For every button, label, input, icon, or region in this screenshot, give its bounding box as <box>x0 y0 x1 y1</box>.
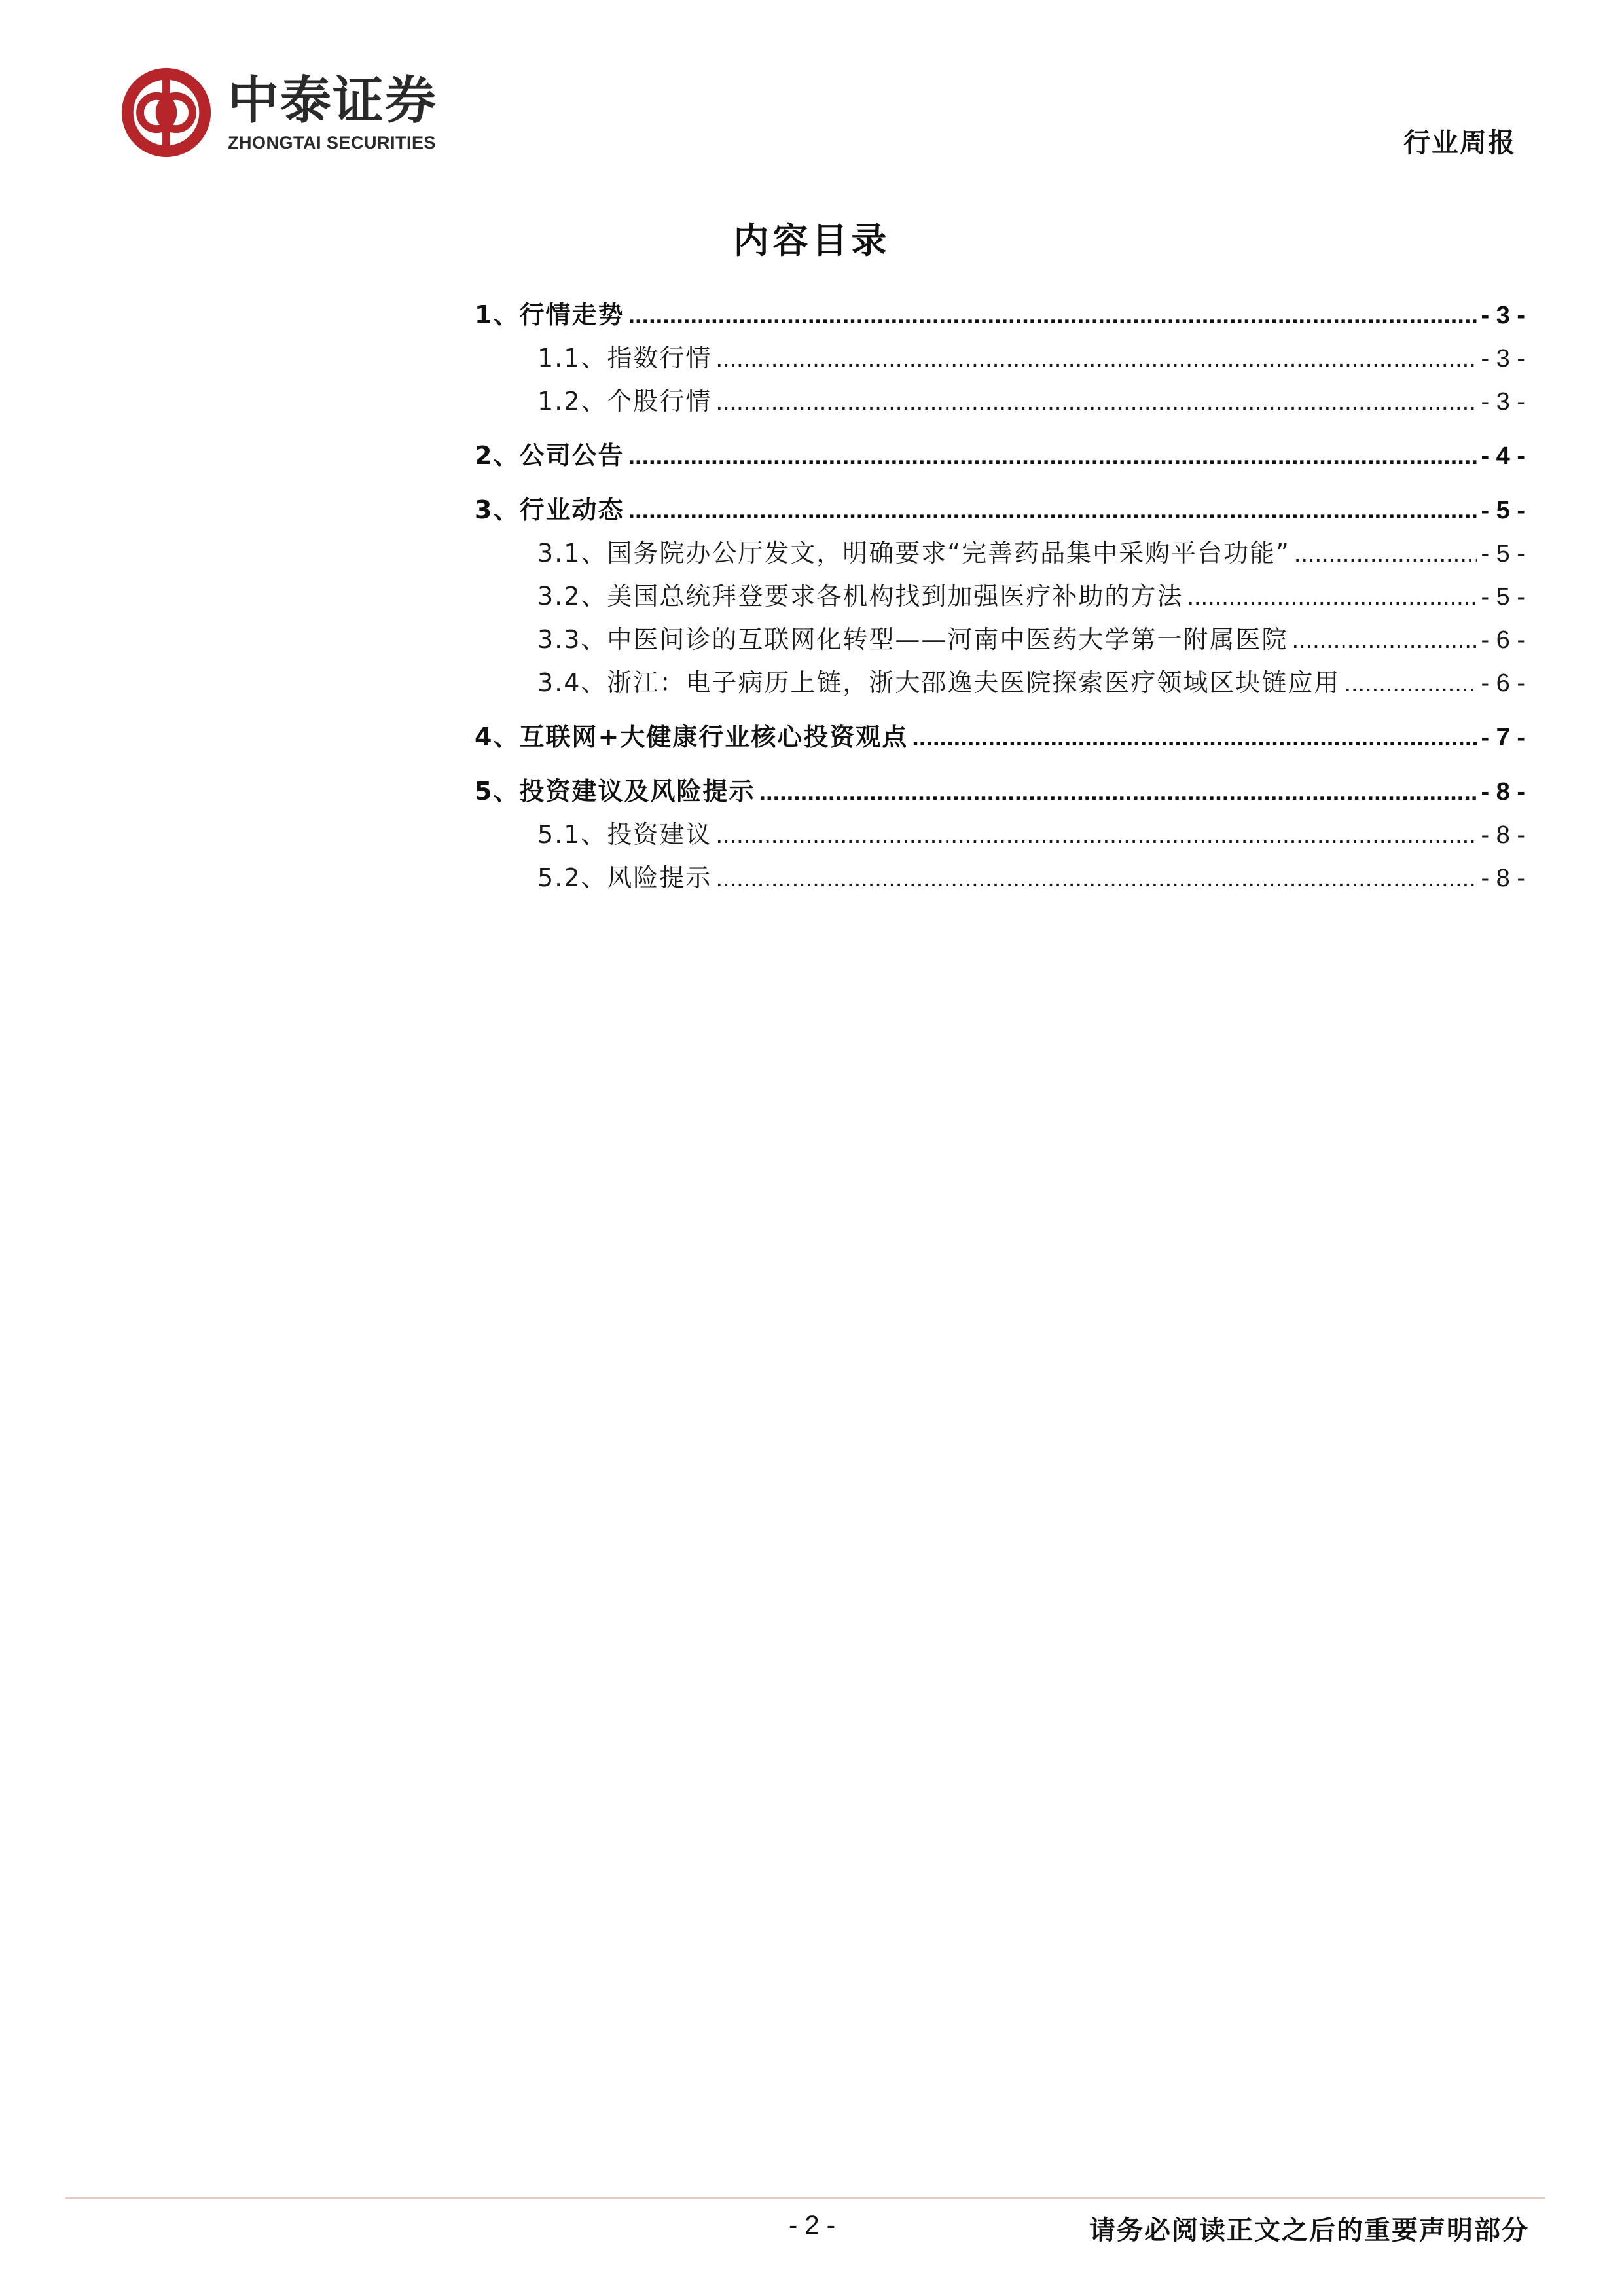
toc-leader-dots <box>1187 575 1477 619</box>
toc-leader-dots <box>715 337 1477 380</box>
toc-entry[interactable] <box>475 575 1525 618</box>
toc-entry-page: - 3 - <box>1481 302 1525 329</box>
footer-divider <box>65 2197 1545 2199</box>
toc-entry[interactable] <box>475 715 1525 759</box>
toc-leader-dots <box>1294 532 1477 575</box>
toc-leader-dots <box>715 857 1477 900</box>
toc-entry-label: 5.1、投资建议 <box>537 820 712 849</box>
logo-english-name: ZHONGTAI SECURITIES <box>228 133 437 152</box>
toc-leader-dots <box>715 380 1477 423</box>
toc-entry-page: - 6 - <box>1481 626 1525 654</box>
toc-entry[interactable] <box>475 293 1525 336</box>
toc-entry-label: 3.3、中医问诊的互联网化转型——河南中医药大学第一附属医院 <box>537 625 1288 654</box>
toc-entry-page: - 6 - <box>1481 670 1525 697</box>
toc-entry-page: - 5 - <box>1481 497 1525 524</box>
toc-entry-page: - 3 - <box>1481 388 1525 416</box>
toc-entry-label: 4、互联网+大健康行业核心投资观点 <box>475 723 909 751</box>
logo-text <box>228 71 437 154</box>
toc-entry[interactable] <box>475 770 1525 813</box>
toc-entry-label: 1.1、指数行情 <box>537 344 712 372</box>
table-of-contents <box>475 293 1525 899</box>
toc-entry-label: 3.2、美国总统拜登要求各机构找到加强医疗补助的方法 <box>537 582 1183 611</box>
toc-entry[interactable] <box>475 618 1525 661</box>
report-type-label: 行业周报 <box>1403 127 1516 158</box>
toc-entry[interactable] <box>475 856 1525 899</box>
toc-entry-label: 5、投资建议及风险提示 <box>475 777 755 806</box>
toc-entry[interactable] <box>475 531 1525 575</box>
toc-leader-dots <box>1291 619 1477 662</box>
toc-entry-page: - 7 - <box>1481 724 1525 751</box>
toc-entry-label: 3.1、国务院办公厅发文，明确要求“完善药品集中采购平台功能” <box>537 539 1290 567</box>
toc-entry[interactable] <box>475 488 1525 531</box>
toc-entry-label: 5.2、风险提示 <box>537 863 712 892</box>
toc-entry[interactable] <box>475 336 1525 380</box>
toc-leader-dots <box>759 770 1477 814</box>
toc-leader-dots <box>912 716 1477 759</box>
toc-entry-page: - 3 - <box>1481 345 1525 372</box>
toc-entry-label: 3、行业动态 <box>475 495 624 524</box>
toc-entry-label: 2、公司公告 <box>475 441 624 470</box>
toc-entry-page: - 8 - <box>1481 865 1525 892</box>
toc-entry[interactable] <box>475 813 1525 856</box>
toc-entry-label: 1、行情走势 <box>475 300 624 329</box>
toc-entry[interactable] <box>475 380 1525 423</box>
toc-leader-dots <box>715 814 1477 857</box>
toc-leader-dots <box>628 489 1477 532</box>
toc-entry-label: 1.2、个股行情 <box>537 387 712 416</box>
toc-entry[interactable] <box>475 661 1525 704</box>
toc-entry-label: 3.4、浙江：电子病历上链，浙大邵逸夫医院探索医疗领域区块链应用 <box>537 668 1341 697</box>
toc-entry[interactable] <box>475 434 1525 477</box>
toc-leader-dots <box>628 435 1477 478</box>
toc-entry-page: - 5 - <box>1481 540 1525 567</box>
footer-disclaimer: 请务必阅读正文之后的重要声明部分 <box>1089 2215 1529 2246</box>
page-number: - 2 - <box>788 2211 836 2240</box>
toc-entry-page: - 5 - <box>1481 583 1525 611</box>
toc-entry-page: - 8 - <box>1481 778 1525 806</box>
zhongtai-logo-icon <box>118 64 215 161</box>
toc-leader-dots <box>1344 662 1477 705</box>
toc-entry-page: - 4 - <box>1481 442 1525 470</box>
toc-entry-page: - 8 - <box>1481 821 1525 849</box>
toc-title: 内容目录 <box>733 220 891 261</box>
toc-leader-dots <box>628 294 1477 337</box>
logo-chinese-name: 中泰证券 <box>228 71 438 130</box>
company-logo <box>118 64 437 161</box>
